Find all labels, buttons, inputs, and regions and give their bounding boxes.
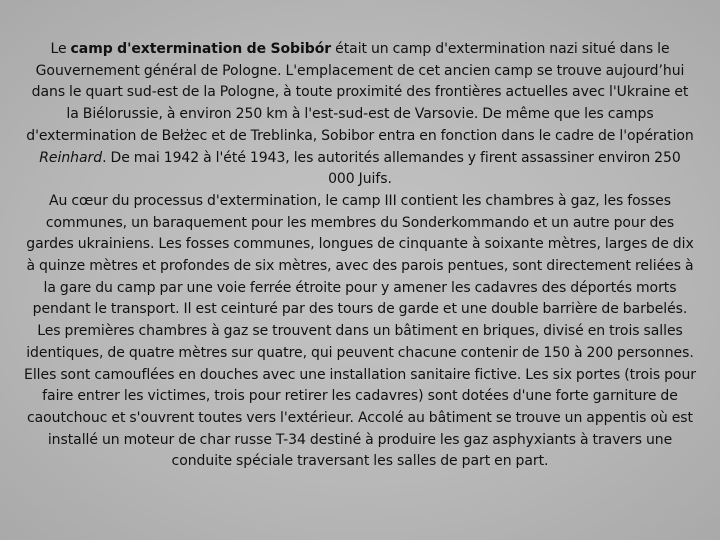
camp-name-emphasis: camp d'extermination de Sobibór <box>70 41 332 57</box>
operation-name-italic: Reinhard <box>39 149 103 166</box>
paragraph-1-middle: était un camp d'extermination nazi situé dans le Gouvernement général de Pologne. L'emplacement de cet ancien camp se trouve aujourd’hui dans le quart sud-est de la Pologne, à toute proximité des frontières actuelles avec l'Ukraine et la Biélorussie, à environ 250 km à l'est-sud-est de Varsovie. De même que les camps d'extermination de Bełżec et de Treblinka, Sobibor entra en fonction dans le cadre de l'opération <box>26 41 694 144</box>
paragraph-2: Au cœur du processus d'extermination, le camp III contient les chambres à gaz, les fosses communes, un baraquement pour les membres du Sonderkommando et un autre pour des gardes ukrainiens. Les fosses communes, longues de cinquante à soixante mètres, larges de dix à quinze mètres et profondes de six mètres, avec des parois pentues, sont directement reliées à la gare du camp par une voie ferrée étroite pour y amener les cadavres des déportés morts pendant le transport. Il est ceinturé par des tours de garde et une double barrière de barbelés. Les premières chambres à gaz se trouvent dans un bâtiment en briques, divisé en trois salles identiques, de quatre mètres sur quatre, qui peuvent chacune contenir de 150 à 200 personnes. Elles sont camouflées en douches avec une installation sanitaire fictive. Les six portes (trois pour faire entrer les victimes, trois pour retirer les cadavres) sont dotées d'une forte garniture de caoutchouc et s'ouvrent toutes vers l'extérieur. Accolé au bâtiment se trouve un appentis où est installé un moteur de char russe T-34 destiné à produire les gaz asphyxiants à travers une conduite spéciale traversant les salles de part en part. <box>24 192 696 470</box>
paragraph-1 <box>24 39 696 191</box>
text-body <box>24 39 696 473</box>
paragraph-1-suffix: . De mai 1942 à l'été 1943, les autorités allemandes y firent assassiner environ 250 000 Juifs. <box>102 149 681 188</box>
paragraph-1-prefix: Le <box>50 41 71 57</box>
